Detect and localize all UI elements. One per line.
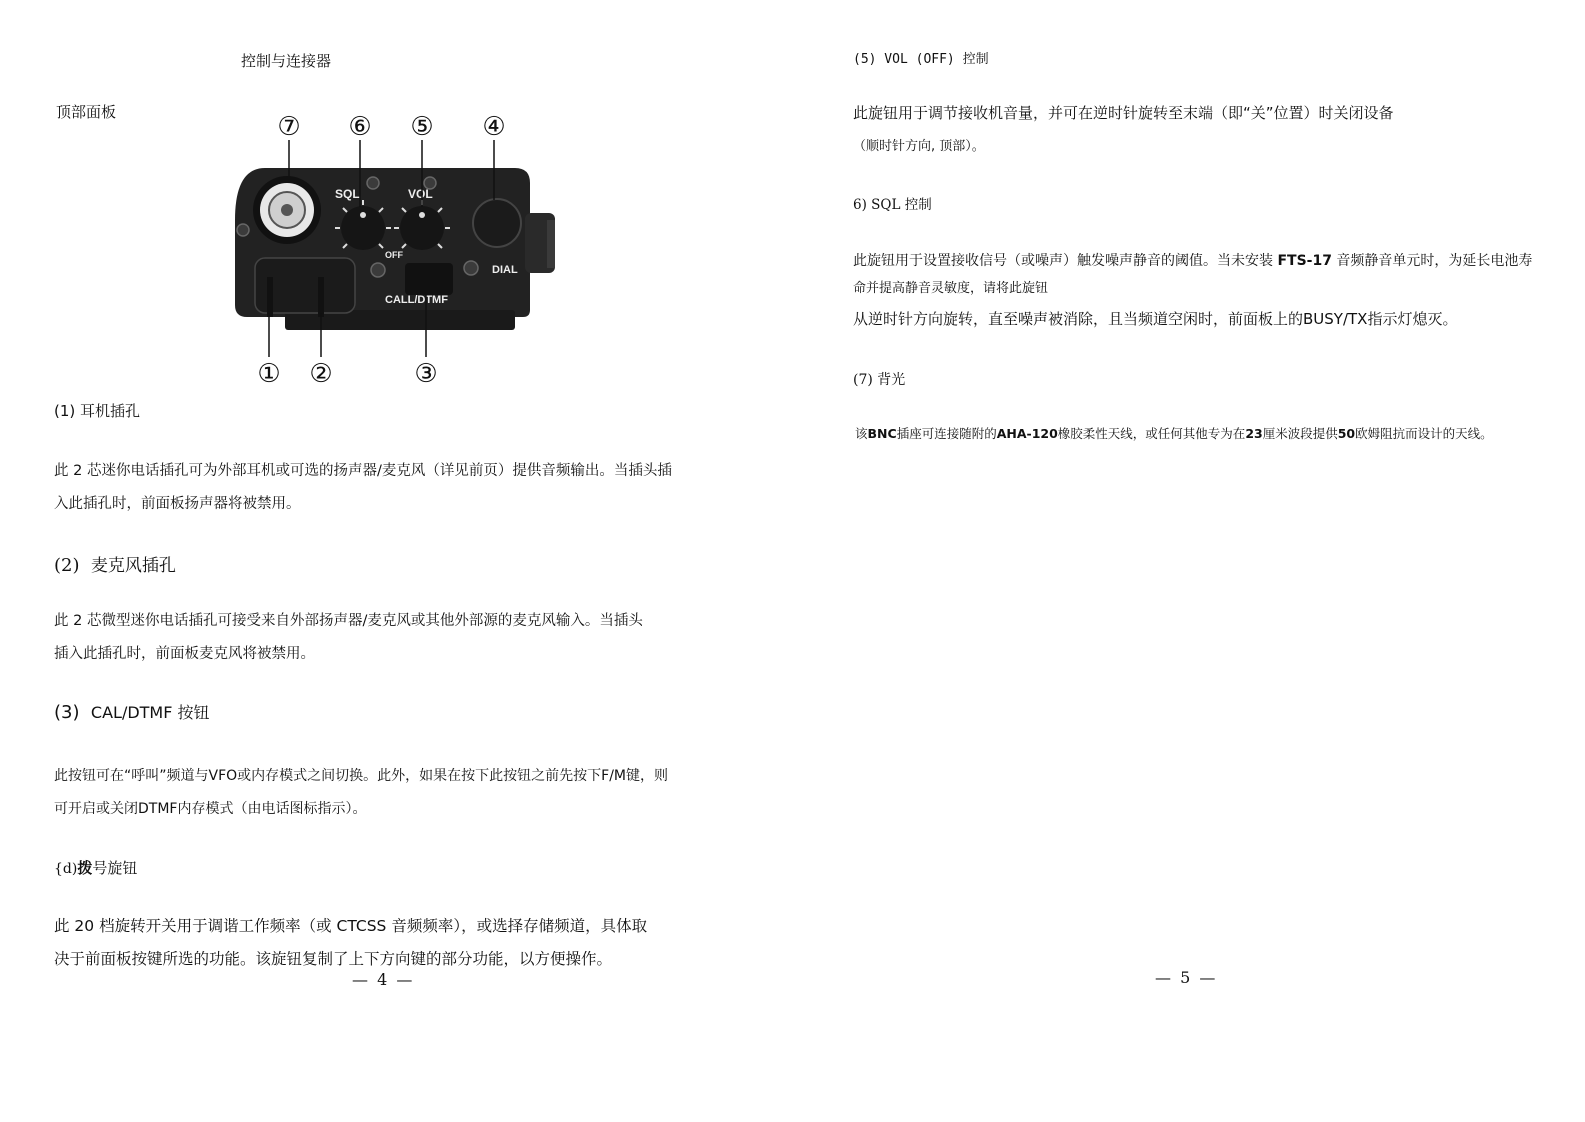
top-panel-figure bbox=[225, 105, 570, 390]
label-off: OFF bbox=[385, 250, 403, 260]
section-7-body bbox=[855, 424, 1493, 442]
panel-label: 顶部面板 bbox=[56, 103, 117, 121]
page-number-right: — 5 — bbox=[1155, 968, 1218, 987]
section-3-line-2: 可开启或关闭DTMF内存模式（由电话图标指示）。 bbox=[54, 801, 367, 817]
section-4-line-1: 此 20 档旋转开关用于调谐工作频率（或 CTCSS 音频频率），或选择存储频道，具体取 bbox=[54, 917, 648, 935]
section-4-body bbox=[54, 910, 744, 976]
section-6-heading: 6) SQL 控制 bbox=[853, 197, 932, 213]
label-vol: VOL bbox=[408, 187, 433, 201]
section-5-line-2: （顺时针方向, 顶部）。 bbox=[853, 139, 985, 154]
section-7-50: 50 bbox=[1337, 426, 1356, 441]
label-call-dtmf: CALL/DTMF bbox=[385, 294, 448, 306]
label-sql: SQL bbox=[335, 187, 360, 201]
section-7-text-b: 插座可连接随附的 bbox=[896, 426, 997, 441]
section-4-heading bbox=[54, 857, 137, 878]
section-1-line-1: 此 2 芯迷你电话插孔可为外部耳机或可选的扬声器/麦克风（详见前页）提供音频输出。当插头插 bbox=[54, 463, 672, 479]
section-7-heading: (7) 背光 bbox=[853, 372, 906, 388]
section-3-title: CAL/DTMF 按钮 bbox=[90, 703, 210, 722]
section-6-line-2: 命并提高静音灵敏度，请将此旋钮 bbox=[853, 281, 1049, 296]
section-6-line-3: 从逆时针方向旋转，直至噪声被消除，且当频道空闲时，前面板上的BUSY/TX指示灯熄灭。 bbox=[853, 310, 1458, 328]
section-3-line-1: 此按钮可在“呼叫”频道与VFO或内存模式之间切换。此外，如果在按下此按钮之前先按下F/M键，则 bbox=[54, 768, 669, 784]
page-number-left: — 4 — bbox=[352, 970, 415, 989]
section-4-title-bold: 拨 bbox=[77, 859, 93, 877]
section-2-line-1: 此 2 芯微型迷你电话插孔可接受来自外部扬声器/麦克风或其他外部源的麦克风输入。当插头 bbox=[54, 613, 643, 629]
section-7-text-d: 厘米波段提供 bbox=[1262, 426, 1338, 441]
section-2-number: (2) bbox=[54, 555, 80, 576]
section-7-text-e: 欧姆阻抗而设计的天线。 bbox=[1355, 426, 1493, 441]
section-5-line-1: 此旋钮用于调节接收机音量，并可在逆时针旋转至末端（即“关”位置）时关闭设备 bbox=[853, 104, 1394, 122]
section-2-heading bbox=[54, 551, 176, 576]
callout-7: ⑦ bbox=[277, 112, 301, 142]
section-7-text-a: 该 bbox=[855, 426, 868, 441]
section-4-title: 号旋钮 bbox=[92, 859, 138, 877]
callout-5: ⑤ bbox=[410, 112, 434, 142]
callout-3: ③ bbox=[414, 359, 438, 389]
section-3-body bbox=[54, 760, 744, 826]
section-3-heading bbox=[54, 700, 210, 723]
section-2-title: 麦克风插孔 bbox=[90, 556, 176, 576]
section-4-number: {d) bbox=[54, 861, 78, 877]
page-title: 控制与连接器 bbox=[241, 52, 332, 70]
callout-4: ④ bbox=[482, 112, 506, 142]
section-2-body bbox=[54, 605, 744, 671]
section-6-body bbox=[853, 248, 1553, 337]
section-6-fts17: FTS-17 bbox=[1277, 253, 1332, 269]
section-1-line-2: 入此插孔时，前面板扬声器将被禁用。 bbox=[54, 496, 301, 512]
callout-6: ⑥ bbox=[348, 112, 372, 142]
section-3-number: (3) bbox=[54, 702, 80, 723]
section-6-line-1-a: 此旋钮用于设置接收信号（或噪声）触发噪声静音的阈值。当未安装 bbox=[853, 253, 1278, 269]
section-7-bnc: BNC bbox=[867, 426, 897, 441]
section-5-heading: (5) VOL (OFF) 控制 bbox=[853, 52, 989, 67]
section-1-heading: (1) 耳机插孔 bbox=[54, 402, 141, 420]
section-5-body bbox=[853, 97, 1553, 163]
section-6-line-1-b: 音频静音单元时，为延长电池寿 bbox=[1331, 253, 1533, 269]
section-1-body bbox=[54, 455, 744, 521]
section-2-line-2: 插入此插孔时，前面板麦克风将被禁用。 bbox=[54, 646, 315, 662]
section-7-aha120: AHA-120 bbox=[996, 426, 1058, 441]
section-6-line-1 bbox=[853, 248, 1553, 275]
section-4-line-2: 决于前面板按键所选的功能。该旋钮复制了上下方向键的部分功能，以方便操作。 bbox=[54, 950, 613, 968]
section-7-23: 23 bbox=[1245, 426, 1263, 441]
dial-knob bbox=[473, 199, 521, 247]
callout-2: ② bbox=[309, 359, 333, 389]
call-dtmf-button bbox=[405, 263, 453, 295]
label-dial: DIAL bbox=[492, 264, 518, 276]
callout-1: ① bbox=[257, 359, 281, 389]
section-7-text-c: 橡胶柔性天线，或任何其他专为在 bbox=[1057, 426, 1246, 441]
